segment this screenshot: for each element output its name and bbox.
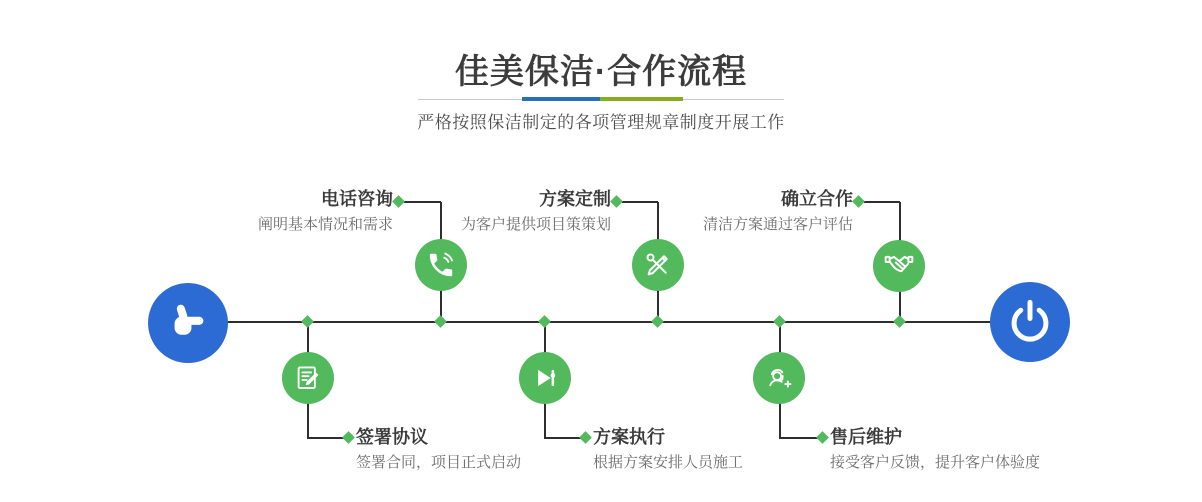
divider-blue-segment: [522, 97, 600, 101]
start-node: [148, 283, 228, 363]
power-icon: [1007, 297, 1053, 348]
label-diamond: [392, 195, 405, 208]
design-icon: [632, 239, 684, 291]
step-title: 方案执行: [593, 427, 665, 447]
handshake-icon: [873, 240, 925, 292]
headset-icon: [753, 352, 805, 404]
connector-hline-aftersales: [779, 437, 819, 439]
title-divider: [418, 95, 784, 103]
step-desc: 根据方案安排人员施工: [593, 454, 744, 471]
step-plan-customization: [461, 188, 611, 235]
step-plan-execution: [593, 426, 743, 473]
label-diamond: [816, 431, 829, 444]
step-desc: 签署合同，项目正式启动: [356, 454, 522, 471]
step-aftersales-maintenance: [830, 426, 1040, 473]
timeline-node-diamond: [538, 315, 551, 328]
label-diamond: [852, 195, 865, 208]
timeline-node-diamond: [301, 315, 314, 328]
connector-hline-establish-cooperation: [864, 201, 900, 203]
divider-gray-left: [418, 99, 522, 100]
step-title: 方案定制: [539, 189, 611, 209]
hand-pointer-icon: [165, 298, 211, 349]
connector-hline-plan-execution: [544, 437, 582, 439]
end-node: [990, 282, 1070, 362]
contract-icon: [282, 352, 334, 404]
divider-gray-right: [683, 99, 784, 100]
connector-hline-phone-consult: [404, 201, 441, 203]
step-sign-agreement: [356, 426, 521, 473]
step-title: 确立合作: [781, 189, 853, 209]
step-desc: 清洁方案通过客户评估: [702, 216, 853, 233]
connector-hline-sign-agreement: [307, 437, 345, 439]
page-subtitle: 严格按照保洁制定的各项管理规章制度开展工作: [417, 113, 785, 132]
divider-green-segment: [600, 97, 683, 101]
timeline-node-diamond: [434, 315, 447, 328]
timeline-node-diamond: [893, 315, 906, 328]
phone-icon: [415, 239, 467, 291]
label-diamond: [610, 195, 623, 208]
step-title: 签署协议: [356, 427, 428, 447]
label-diamond: [342, 431, 355, 444]
step-phone-consult: [258, 188, 393, 235]
connector-hline-plan-customization: [622, 201, 658, 203]
step-establish-cooperation: [703, 188, 853, 235]
label-diamond: [579, 431, 592, 444]
step-title: 售后维护: [830, 427, 902, 447]
play-icon: [519, 352, 571, 404]
step-desc: 接受客户反馈，提升客户体验度: [830, 454, 1041, 471]
timeline-node-diamond: [773, 315, 786, 328]
step-desc: 阐明基本情况和需求: [257, 216, 393, 233]
page-title: 佳美保洁·合作流程: [454, 53, 748, 91]
step-title: 电话咨询: [321, 189, 393, 209]
timeline-node-diamond: [651, 315, 664, 328]
step-desc: 为客户提供项目策策划: [460, 216, 611, 233]
